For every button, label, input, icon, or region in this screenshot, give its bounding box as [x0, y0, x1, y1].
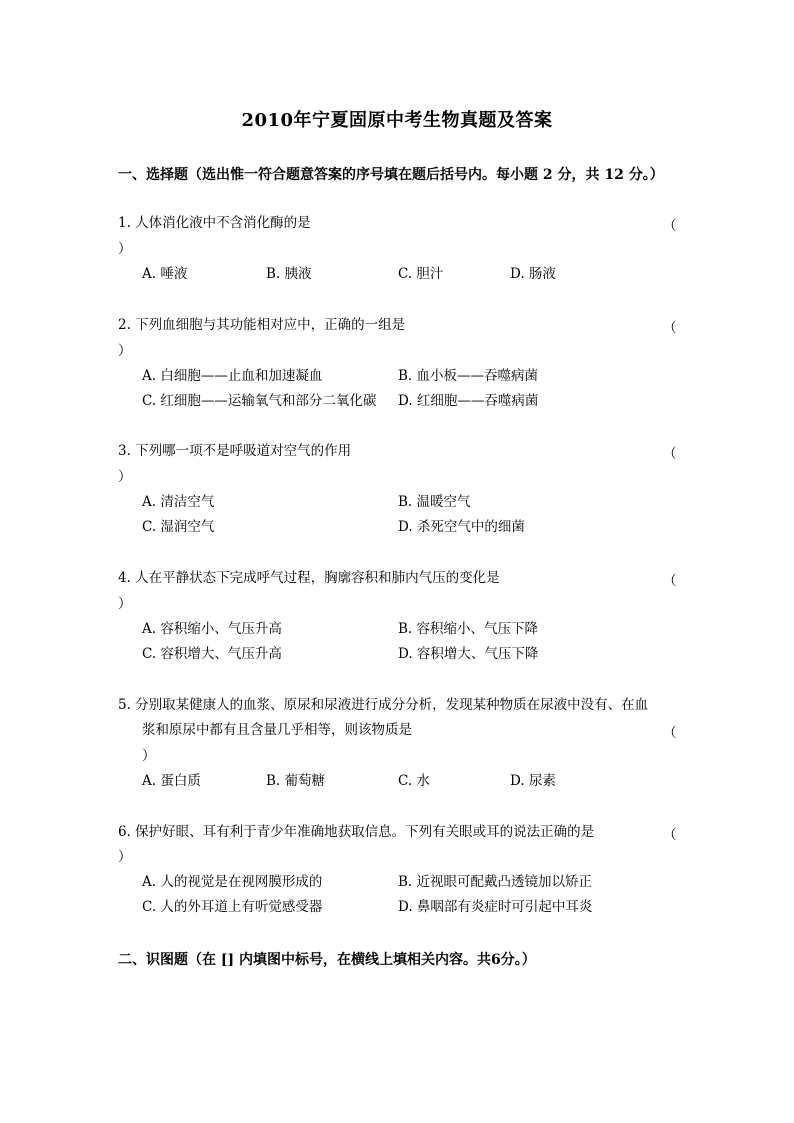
option-d: D. 红细胞——吞噬病菌 [398, 393, 539, 409]
option-b: B. 葡萄糖 [266, 773, 326, 789]
option-c: C. 湿润空气 [142, 519, 215, 535]
question-2-stem: 2. 下列血细胞与其功能相对应中，正确的一组是 [118, 317, 406, 333]
option-d: D. 杀死空气中的细菌 [398, 519, 525, 535]
answer-paren-open: （ [663, 446, 677, 462]
question-5-stem: 5. 分别取某健康人的血浆、原尿和尿液进行成分分析，发现某种物质在尿液中没有、在血 [118, 697, 649, 713]
option-a: A. 唾液 [142, 266, 188, 282]
answer-paren-open: （ [663, 573, 677, 589]
option-d: D. 肠液 [510, 266, 556, 282]
option-b: B. 胰液 [266, 266, 312, 282]
question-5-stem-continued: 浆和原尿中都有且含量几乎相等，则该物质是 [142, 722, 412, 738]
option-d: D. 鼻咽部有炎症时可引起中耳炎 [398, 899, 593, 915]
answer-paren-open: （ [663, 725, 677, 741]
option-a: A. 清洁空气 [142, 494, 215, 510]
option-a: A. 白细胞——止血和加速凝血 [142, 368, 323, 384]
answer-paren-open: （ [663, 320, 677, 336]
question-6-stem: 6. 保护好眼、耳有利于青少年准确地获取信息。下列有关眼或耳的说法正确的是 [118, 824, 595, 840]
option-d: D. 尿素 [510, 773, 556, 789]
question-4-stem: 4. 人在平静状态下完成呼气过程，胸廓容积和肺内气压的变化是 [118, 570, 500, 586]
answer-paren-open: （ [663, 827, 677, 843]
option-b: B. 容积缩小、气压下降 [398, 621, 539, 637]
option-c: C. 红细胞——运输氧气和部分二氧化碳 [142, 393, 377, 409]
answer-paren-close: ） [118, 469, 132, 485]
option-c: C. 胆汁 [398, 266, 444, 282]
option-a: A. 人的视觉是在视网膜形成的 [142, 874, 323, 890]
section-heading-choice: 一、选择题（选出惟一符合题意答案的序号填在题后括号内。每小题 2 分，共 12 分。） [118, 167, 664, 183]
option-c: C. 人的外耳道上有听觉感受器 [142, 899, 323, 915]
option-b: B. 近视眼可配戴凸透镜加以矫正 [398, 874, 593, 890]
option-c: C. 容积增大、气压升高 [142, 646, 282, 662]
answer-paren-close: ） [118, 596, 132, 612]
answer-paren-close: ） [118, 849, 132, 865]
answer-paren-open: （ [663, 218, 677, 234]
option-d: D. 容积增大、气压下降 [398, 646, 539, 662]
section-heading-diagram: 二、识图题（在 [] 内填图中标号，在横线上填相关内容。共6分。） [118, 952, 536, 968]
page-title: 2010年宁夏固原中考生物真题及答案 [241, 110, 553, 131]
option-c: C. 水 [398, 773, 430, 789]
answer-paren-close: ） [142, 748, 156, 764]
option-a: A. 蛋白质 [142, 773, 201, 789]
question-3-stem: 3. 下列哪一项不是呼吸道对空气的作用 [118, 443, 352, 459]
option-b: B. 血小板——吞噬病菌 [398, 368, 539, 384]
question-1-stem: 1. 人体消化液中不含消化酶的是 [118, 215, 311, 231]
answer-paren-close: ） [118, 241, 132, 257]
option-b: B. 温暖空气 [398, 494, 471, 510]
answer-paren-close: ） [118, 343, 132, 359]
option-a: A. 容积缩小、气压升高 [142, 621, 282, 637]
